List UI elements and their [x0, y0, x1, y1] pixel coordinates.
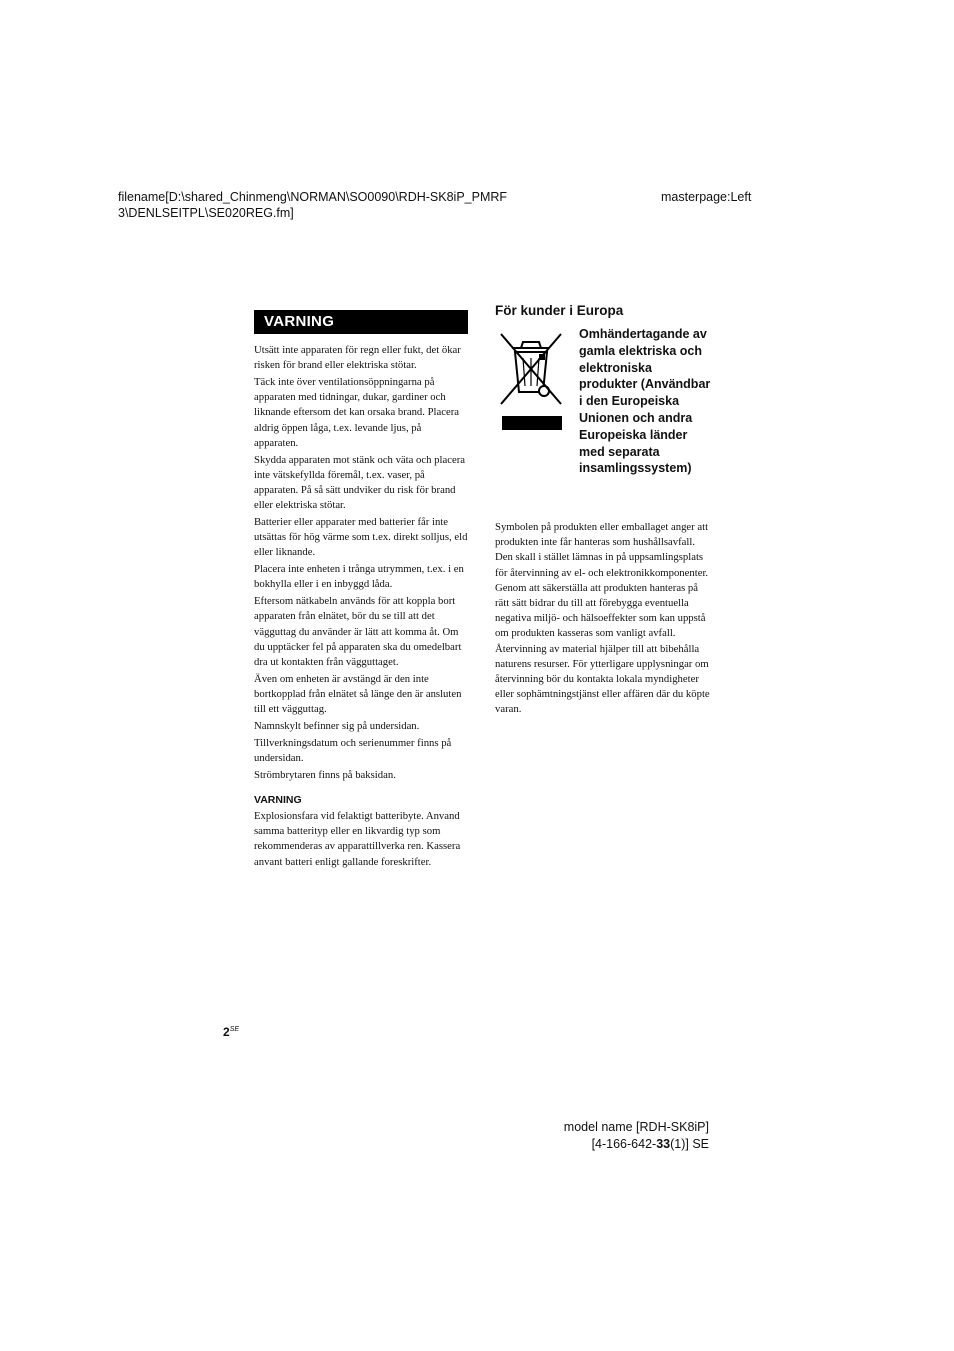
- warning-paragraph: Placera inte enheten i trånga utrymmen, t.ex. i en bokhylla eller i en inbyggd låda.: [254, 563, 464, 591]
- filename-line-2: 3\DENLSEITPL\SE020REG.fm]: [118, 206, 294, 220]
- warning-paragraph: Även om enheten är avstängd är den inte bortkopplad från elnätet så länge den är ansluten till ett vägguttag.: [254, 672, 462, 716]
- crossed-out-wheelie-bin-icon: [497, 328, 567, 430]
- warning-paragraph: Utsätt inte apparaten för regn eller fukt, det ökar risken för brand eller elektriska stötar.: [254, 344, 461, 372]
- model-name: model name [RDH-SK8iP]: [563, 1120, 709, 1134]
- weee-body-text: Symbolen på produkten eller emballaget anger att produkten inte får hanteras som hushållsavfall. Den skall i stället lämnas in på uppsamlingsplats för återvinning av el- och elektronikkomponenter. Genom att säkerställa att produkten hanteras på rätt sätt bidrar du till att förebygga eventuella negativa miljö- och hälsoeffekter som kan uppstå om produkten kasseras som vanligt avfall. Återvinning av material hjälper till att bibehålla naturens resurser. För ytterligare upplysningar om återvinning bör du kontakta lokala myndigheter eller sophämtningstjänst eller affären där du köpte varan.: [495, 521, 710, 716]
- page-number-value: 2: [223, 1025, 230, 1039]
- masterpage-meta: masterpage:Left: [661, 190, 752, 204]
- warning-paragraph: Namnskylt befinner sig på undersidan.: [254, 720, 420, 733]
- europe-column: [495, 302, 710, 719]
- warning-paragraphs: [254, 343, 468, 783]
- battery-warning-subheading: VARNING: [254, 794, 302, 807]
- filename-meta: [118, 189, 558, 221]
- warning-paragraph: Täck inte över ventilationsöppningarna på apparaten med tidningar, dukar, gardiner och liknande eftersom det kan orsaka brand. Placera aldrig öppen låga, t.ex. levande ljus, på apparaten.: [254, 376, 460, 449]
- page-number-suffix: SE: [229, 1026, 240, 1033]
- warning-paragraph: Tillverkningsdatum och serienummer finns på undersidan.: [254, 736, 452, 765]
- part-number-suffix: (1)] SE: [670, 1137, 709, 1151]
- weee-heading: Omhändertagande av gamla elektriska och elektroniska produkter (Användbar i den Europeiska Unionen och andra Europeiska länder med separata insamlingssystem): [579, 327, 711, 476]
- part-number-prefix: [4-166-642-: [591, 1137, 657, 1151]
- weee-block: [495, 326, 710, 520]
- battery-warning-text: Explosionsfara vid felaktigt batteribyte. Anvand samma batterityp eller en likvardig typ som rekommenderas av apparattillverka ren. Kassera anvant batteri enligt gallande foreskrifter.: [254, 810, 461, 868]
- warning-column: [254, 310, 468, 871]
- page-number: [223, 1025, 239, 1039]
- model-info: [564, 1119, 709, 1153]
- part-number: [564, 1136, 709, 1153]
- warning-paragraph: Strömbrytaren finns på baksidan.: [254, 768, 396, 781]
- warning-paragraph: Skydda apparaten mot stänk och väta och placera inte vätskefyllda föremål, t.ex. vaser, på apparaten. På så sätt undviker du risk för brand eller elektriska stötar.: [254, 453, 465, 512]
- warning-paragraph: Eftersom nätkabeln används för att koppla bort apparaten från elnätet, bör du se till att det vägguttag du använder är lätt att komma åt. Om du upptäcker fel på apparaten ska du omedelbart dra ut kontakten från vägguttaget.: [254, 595, 462, 669]
- europe-section-title: För kunder i Europa: [495, 303, 624, 318]
- filename-line-1: filename[D:\shared_Chinmeng\NORMAN\SO0090\RDH-SK8iP_PMRF: [118, 190, 508, 204]
- warning-paragraph: Batterier eller apparater med batterier får inte utsättas för hög värme som t.ex. direkt solljus, eld eller liknande.: [254, 516, 468, 559]
- part-number-bold: 33: [656, 1137, 671, 1151]
- warning-banner: VARNING: [254, 310, 468, 334]
